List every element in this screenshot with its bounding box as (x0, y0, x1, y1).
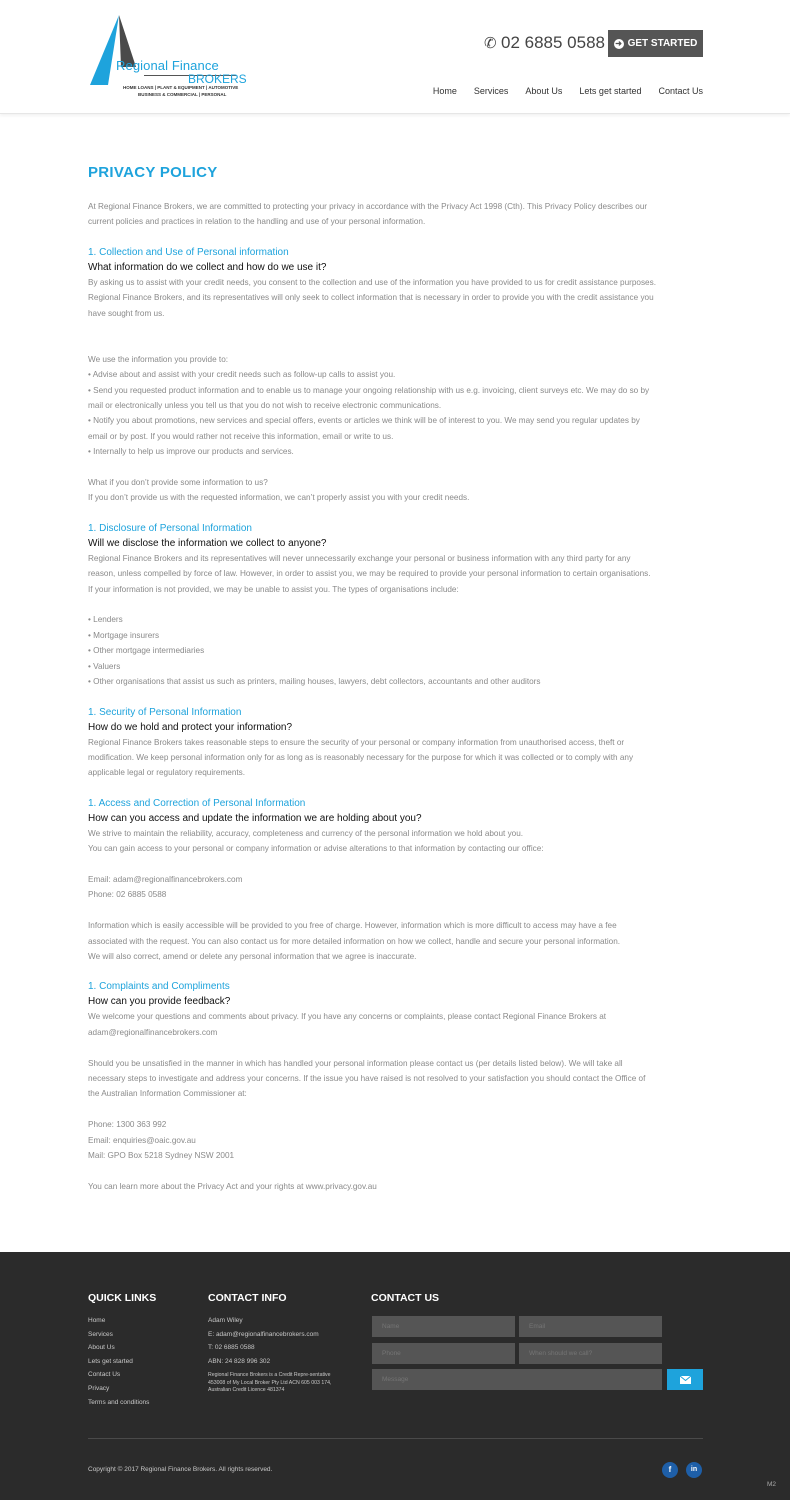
get-started-button[interactable] (608, 30, 703, 57)
linkedin-icon[interactable]: in (686, 1462, 702, 1478)
paragraph-line: have sought from us. (88, 308, 165, 318)
section-question: How do we hold and protect your information? (88, 721, 293, 733)
nav-contact-us[interactable]: Contact Us (658, 86, 703, 96)
paragraph-line: mail or electronically unless you tell us that you do not wish to receive electronic communications. (88, 401, 442, 411)
policy-section (88, 705, 704, 781)
facebook-icon[interactable]: f (662, 1462, 678, 1478)
site-footer (0, 1252, 790, 1500)
paragraph-line: • Other organisations that assist us such as printers, mailing houses, lawyers, debt collectors, accountants and other auditors (88, 677, 541, 687)
corner-badge: M2 (767, 1481, 777, 1488)
paragraph-line: Phone: 1300 363 992 (88, 1120, 167, 1130)
paragraph-line: We will also correct, amend or delete any personal information that we agree is inaccurate. (88, 951, 417, 961)
spacer (88, 336, 704, 351)
paragraph-line: the Australian Information Commissioner at: (88, 1089, 247, 1099)
nav-home[interactable]: Home (432, 86, 457, 96)
spacer (88, 1163, 704, 1178)
paragraph-line: modification. We keep personal information only for as long as is reasonably necessary for the purpose for which it was collected or to comply with any (88, 752, 634, 762)
section-question: How can you provide feedback? (88, 996, 231, 1008)
paragraph-line: • Send you requested product information and to enable us to manage your ongoing relationship with us e.g. invoicing, client surveys etc. We may do so by (88, 385, 650, 395)
send-button[interactable] (667, 1369, 703, 1390)
paragraph-line: You can learn more about the Privacy Act and your rights at www.privacy.gov.au (88, 1181, 377, 1191)
footer-divider (88, 1438, 703, 1439)
paragraph-line: Regional Finance Brokers takes reasonable steps to ensure the security of your personal or company information from unauthorised access, theft or (88, 737, 625, 747)
paragraph-line: Should you be unsatisfied in the manner in which has handled your personal information please contact us (per details listed below). We will take all (88, 1058, 623, 1068)
contact-info (208, 1314, 333, 1395)
paragraph-line: At Regional Finance Brokers, we are committed to protecting your privacy in accordance with the Privacy Act 1998 (Cth). This Privacy Policy describes our (88, 202, 648, 211)
footer-link[interactable]: Home (88, 1317, 106, 1324)
logo-brokers: BROKERS (188, 72, 247, 86)
paragraph-line: You can gain access to your personal or company information or advise alterations to that information by contacting our office: (88, 844, 544, 854)
paragraph-line: • Advise about and assist with your credit needs such as follow-up calls to assist you. (88, 370, 396, 380)
section-heading: 1. Access and Correction of Personal Information (88, 797, 306, 809)
policy-section (88, 245, 704, 506)
quick-links-list (88, 1314, 149, 1409)
paragraph-line: We strive to maintain the reliability, accuracy, completeness and currency of the personal information we hold about you. (88, 828, 524, 838)
site-header (0, 0, 790, 114)
main-nav (433, 86, 703, 96)
paragraph-line: Regional Finance Brokers, and its representatives will only seek to collect information that is necessary in order to provide you with the credit assistance you (88, 293, 654, 303)
paragraph-line: necessary steps to investigate and address your concerns. If the issue you have raised is not resolved to your satisfaction you should contact the Office of (88, 1073, 646, 1083)
footer-link[interactable]: Services (88, 1330, 113, 1338)
footer-link[interactable]: Terms and conditions (88, 1398, 150, 1406)
call-time-input[interactable] (519, 1343, 662, 1364)
section-heading: 1. Disclosure of Personal Information (88, 522, 252, 534)
paragraph-line: By asking us to assist with your credit needs, you consent to the collection and use of the information you have provided to us for credit assistance purposes. (88, 277, 656, 287)
paragraph-line: associated with the request. You can also contact us for more detailed information on how we collect, handle and secure your personal information. (88, 936, 621, 946)
intro-paragraph (88, 199, 704, 230)
contact-email[interactable]: E: adam@regionalfinancebrokers.com (208, 1330, 319, 1338)
privacy-content (88, 164, 704, 1194)
footer-link[interactable]: About Us (88, 1344, 115, 1352)
policy-section (88, 796, 704, 965)
contact-abn: ABN: 24 828 996 302 (208, 1357, 271, 1365)
section-heading: 1. Collection and Use of Personal information (88, 246, 289, 258)
section-heading: 1. Complaints and Compliments (88, 981, 230, 993)
paragraph-line: applicable legal or regulatory requirements. (88, 768, 246, 778)
section-question: How can you access and update the information we are holding about you? (88, 812, 422, 824)
footer-link[interactable]: Privacy (88, 1384, 110, 1392)
logo-tagline-1: HOME LOANS | PLANT & EQUIPMENT | AUTOMOTIVE (123, 85, 239, 90)
paragraph-line: • Internally to help us improve our products and services. (88, 447, 294, 457)
paragraph-line: • Valuers (88, 661, 121, 671)
paragraph-line: We welcome your questions and comments about privacy. If you have any concerns or complaints, please contact Regional Finance Brokers at (88, 1012, 607, 1022)
paragraph-line: Information which is easily accessible will be provided to you free of charge. However, information which is more difficult to access may have a fee (88, 921, 617, 931)
header-phone-number: 02 6885 0588 (501, 33, 605, 52)
page-title: PRIVACY POLICY (88, 164, 218, 181)
contact-name: Adam Wiley (208, 1317, 243, 1324)
nav-about-us[interactable]: About Us (525, 86, 563, 96)
paragraph-line: Mail: GPO Box 5218 Sydney NSW 2001 (88, 1150, 235, 1160)
policy-section (88, 979, 704, 1194)
section-question: Will we disclose the information we collect to anyone? (88, 537, 327, 549)
nav-services[interactable]: Services (473, 86, 509, 96)
message-input[interactable] (372, 1369, 662, 1390)
paragraph-line: If your information is not provided, we may be unable to assist you. The types of organisations include: (88, 584, 459, 594)
paragraph-line: • Other mortgage intermediaries (88, 646, 205, 656)
spacer (88, 460, 704, 475)
paragraph-line: Regional Finance Brokers and its representatives will never unnecessarily exchange your personal or business information with any third party for any (88, 553, 631, 563)
section-heading: 1. Security of Personal Information (88, 706, 242, 718)
site-logo[interactable] (88, 15, 248, 99)
email-input[interactable] (519, 1316, 662, 1337)
envelope-icon (680, 1376, 691, 1384)
paragraph-line: Phone: 02 6885 0588 (88, 890, 167, 900)
spacer (88, 597, 704, 612)
paragraph-line: current policies and practices in relation to the handling and use of your personal information. (88, 217, 426, 227)
contact-us-heading: CONTACT US (371, 1292, 440, 1304)
paragraph-line: Email: enquiries@oaic.gov.au (88, 1135, 196, 1145)
paragraph-line: What if you don’t provide some information to us? (88, 478, 268, 488)
paragraph-line: • Notify you about promotions, new services and special offers, events or articles we think will be of interest to you. We may send you regular updates by (88, 416, 640, 426)
arrow-circle-icon: ➜ (615, 38, 622, 48)
name-input[interactable] (372, 1316, 515, 1337)
spacer (88, 857, 704, 872)
header-phone[interactable] (484, 33, 605, 53)
footer-link[interactable]: Lets get started (88, 1357, 133, 1365)
paragraph-line: We use the information you provide to: (88, 354, 229, 364)
paragraph-line: adam@regionalfinancebrokers.com (88, 1027, 218, 1037)
get-started-label: GET STARTED (627, 38, 698, 49)
phone-icon: ✆ (484, 35, 497, 52)
logo-tagline-2: BUSINESS & COMMERCIAL | PERSONAL (138, 92, 227, 97)
logo-name: Regional Finance (116, 58, 219, 73)
spacer (88, 1102, 704, 1117)
credit-disclaimer: Regional Finance Brokers is a Credit Repre-sentative 453008 of My Local Broker Pty Ltd ACN 605 003 174, Australian Credit Licence 481374 (208, 1372, 332, 1394)
quick-links-heading: QUICK LINKS (88, 1292, 157, 1304)
policy-section (88, 521, 704, 690)
spacer (88, 1040, 704, 1055)
paragraph-line: reason, unless compelled by force of law. However, in order to assist you, we may be required to provide your personal information to certain organisations. (88, 569, 651, 579)
paragraph-line: email or by post. If you would rather not receive this information, email or write to us. (88, 431, 394, 441)
policy-sections (88, 245, 704, 1194)
paragraph-line: • Lenders (88, 615, 123, 625)
copyright: Copyright © 2017 Regional Finance Brokers. All rights reserved. (88, 1466, 273, 1473)
footer-link[interactable]: Contact Us (88, 1371, 121, 1379)
logo-mark-icon (88, 15, 148, 87)
spacer (88, 903, 704, 918)
section-question: What information do we collect and how do we use it? (88, 261, 327, 273)
phone-input[interactable] (372, 1343, 515, 1364)
paragraph-line: If you don’t provide us with the requested information, we can’t properly assist you with your credit needs. (88, 493, 470, 503)
paragraph-line: Email: adam@regionalfinancebrokers.com (88, 874, 243, 884)
nav-lets-get-started[interactable]: Lets get started (579, 86, 642, 96)
contact-info-heading: CONTACT INFO (208, 1292, 287, 1304)
contact-phone[interactable]: T: 02 6885 0588 (208, 1344, 255, 1352)
paragraph-line: • Mortgage insurers (88, 630, 160, 640)
spacer (88, 321, 704, 336)
